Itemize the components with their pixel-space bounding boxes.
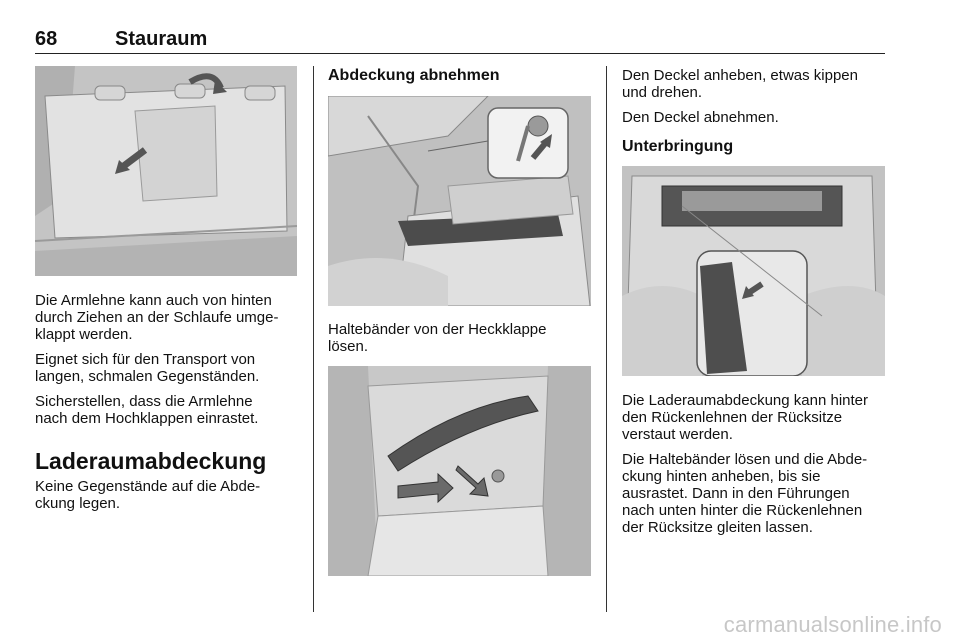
subsection-heading: Unterbringung <box>622 138 734 155</box>
column-divider <box>313 66 314 612</box>
text-line: Die Armlehne kann auch von hinten <box>35 292 272 309</box>
watermark-link[interactable]: carmanualsonline.info <box>723 612 942 637</box>
text-line: lösen. <box>328 338 369 355</box>
column3-text-bottom <box>622 392 892 536</box>
text-line: den Rückenlehnen der Rücksitze <box>622 409 843 426</box>
text-line: klappt werden. <box>35 326 133 343</box>
text-line: verstaut werden. <box>622 426 733 443</box>
page-header <box>35 28 885 52</box>
text-line: ckung legen. <box>35 495 121 512</box>
text-line: Haltebänder von der Heckklappe <box>328 321 547 338</box>
page-number: 68 <box>35 28 58 50</box>
paragraph <box>622 451 892 536</box>
text-line: durch Ziehen an der Schlaufe umge- <box>35 309 279 326</box>
text-line: nach dem Hochklappen einrastet. <box>35 410 259 427</box>
text-line: Den Deckel anheben, etwas kippen <box>622 67 858 84</box>
text-line: Eignet sich für den Transport von <box>35 351 256 368</box>
text-line: Den Deckel abnehmen. <box>622 109 779 126</box>
paragraph <box>35 292 305 343</box>
text-line: langen, schmalen Gegenständen. <box>35 368 260 385</box>
text-line: Die Laderaumabdeckung kann hinter <box>622 392 868 409</box>
paragraph <box>622 392 892 443</box>
header-rule <box>35 53 885 54</box>
column1-text-lower <box>35 478 305 512</box>
text-line: und drehen. <box>622 84 703 101</box>
text-line: der Rücksitze gleiten lassen. <box>622 519 813 536</box>
text-line: Sicherstellen, dass die Armlehne <box>35 393 253 410</box>
text-line: Keine Gegenstände auf die Abde- <box>35 478 261 495</box>
text-line: ckung hinten anheben, bis sie <box>622 468 821 485</box>
section-heading: Laderaumabdeckung <box>35 448 267 474</box>
cover-storage-illustration <box>622 166 885 376</box>
text-line: ausrastet. Dann in den Führungen <box>622 485 850 502</box>
column1-text <box>35 292 305 427</box>
armrest-illustration <box>35 66 297 276</box>
paragraph <box>622 67 892 101</box>
text-line: Die Haltebänder lösen und die Abde- <box>622 451 868 468</box>
column-divider <box>606 66 607 612</box>
paragraph <box>35 351 305 385</box>
paragraph <box>622 109 892 126</box>
column2-text <box>328 321 598 355</box>
text-line: nach unten hinter die Rückenlehnen <box>622 502 863 519</box>
subsection-heading: Abdeckung abnehmen <box>328 67 500 84</box>
paragraph <box>35 393 305 427</box>
tailgate-strap-illustration <box>328 96 591 306</box>
section-title: Stauraum <box>115 28 208 50</box>
cover-removal-illustration <box>328 366 591 576</box>
column3-text-top <box>622 67 892 126</box>
